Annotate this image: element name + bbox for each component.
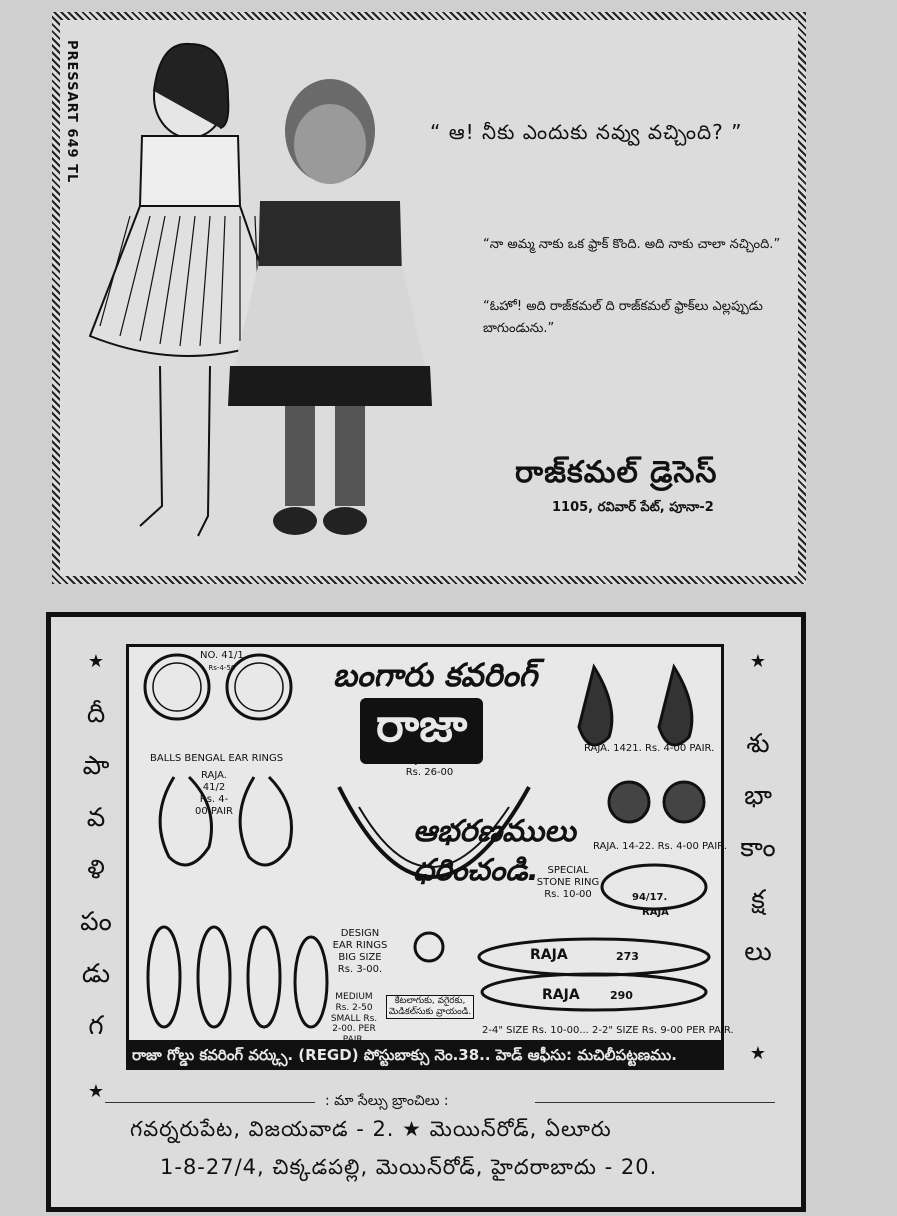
right-col-char: క్ష [751,885,765,915]
right-col-char: భా [744,781,772,811]
press-code: PRESSART 649 TL [64,40,79,184]
ring-name: RAJA [642,907,669,918]
raja1422-label: RAJA. 14-22. Rs. 4-00 PAIR. [593,841,727,852]
bangle-1-number: 273 [616,950,639,963]
left-col-char: ళి [87,855,105,885]
left-col-char: దీ [86,699,106,729]
dialogue-quote-1: “నా అమ్మ నాకు ఒక ఫ్రాక్ కొంది. అది నాకు చాలా నచ్చింది.” [483,237,781,252]
star-icon: ★ [749,1043,767,1064]
no41-label: NO. 41/1 Rs-4-50 [200,650,244,672]
ring-number: 94/17. [632,892,668,903]
right-col-char: కాం [740,833,776,863]
dialogue-quote-2: “ఓహో! అది రాజ్‌కమల్ ది రాజ్‌కమల్ ఫ్రాక్‌లు ఎల్లప్పుడు బాగుండును.” [483,299,763,337]
balls-bengal-label: BALLS BENGAL EAR RINGS [150,753,284,764]
headline-quote: “ ఆ! నీకు ఎందుకు నవ్వు వచ్చింది? ” [430,120,743,144]
left-col-char: గ [88,1011,104,1041]
star-icon: ★ [87,1081,105,1102]
branch-line-1: గవర్నరుపేట, విజయవాడ - 2. ★ మెయిన్‌రోడ్, ఏలూరు [130,1117,612,1141]
design-ear-rings-label: DESIGN EAR RINGS BIG SIZE Rs. 3-00. [332,928,388,975]
raja508-label: RAJA 508/5 Rs. 26-00 [402,755,457,778]
branch-line-2: 1-8-27/4, చిక్కడపల్లి, మెయిన్‌రోడ్, హైదరాబాదు - 20. [160,1155,658,1179]
catalog-note: కేటలాగుకు, వగైరకు, మెడికల్‌సుకు వ్రాయండి. [386,995,474,1019]
left-col-char: వ [86,803,106,833]
raja412-label: RAJA. 41/2 Rs. 4-00 PAIR [194,770,234,817]
right-vertical-text [738,636,778,1080]
raja1421-label: RAJA. 1421. Rs. 4-00 PAIR. [584,743,715,754]
ornament-slogan: ఆభరణములు ధరించండి. [413,814,576,888]
bangle-1-name: RAJA [530,947,568,963]
left-col-char: డు [81,959,111,989]
star-icon: ★ [87,651,105,672]
bangle-2-number: 290 [610,989,633,1002]
brand-address: 1105, రవివార్ పేట్, పూనా-2 [552,500,714,515]
left-vertical-text [76,636,116,1118]
bangle-2-name: RAJA [542,987,580,1003]
divider-line [105,1102,315,1103]
right-col-char: శు [746,729,770,759]
company-footer-bar: రాజా గోల్డు కవరింగ్ వర్క్సు. (REGD) పోస్టుబాక్సు నెం.38.. హెడ్ ఆఫీసు: మచిలీపట్టణము. [126,1040,724,1070]
sales-branches-heading: : మా సేల్సు బ్రాంచిలు : [325,1093,449,1109]
left-col-char: పా [82,751,110,781]
raja-brand-title: రాజా [360,698,483,764]
star-icon: ★ [749,651,767,672]
brand-name: రాజ్‌కమల్ డ్రెసెస్ [515,455,718,490]
children-illustration [80,36,440,556]
bangle-sizes-label: 2-4" SIZE Rs. 10-00... 2-2" SIZE Rs. 9-00 PER PAIR. [482,1025,734,1036]
left-col-char: పం [80,907,112,937]
gold-covering-title: బంగారు కవరింగ్ [333,656,538,694]
divider-line [535,1102,775,1103]
child-photo [228,79,432,535]
special-ring-label: SPECIAL STONE RING Rs. 10-00 [536,865,600,900]
medium-small-price-label: MEDIUM Rs. 2-50 SMALL Rs. 2-00. PER [330,992,378,1035]
right-col-char: లు [744,937,772,967]
